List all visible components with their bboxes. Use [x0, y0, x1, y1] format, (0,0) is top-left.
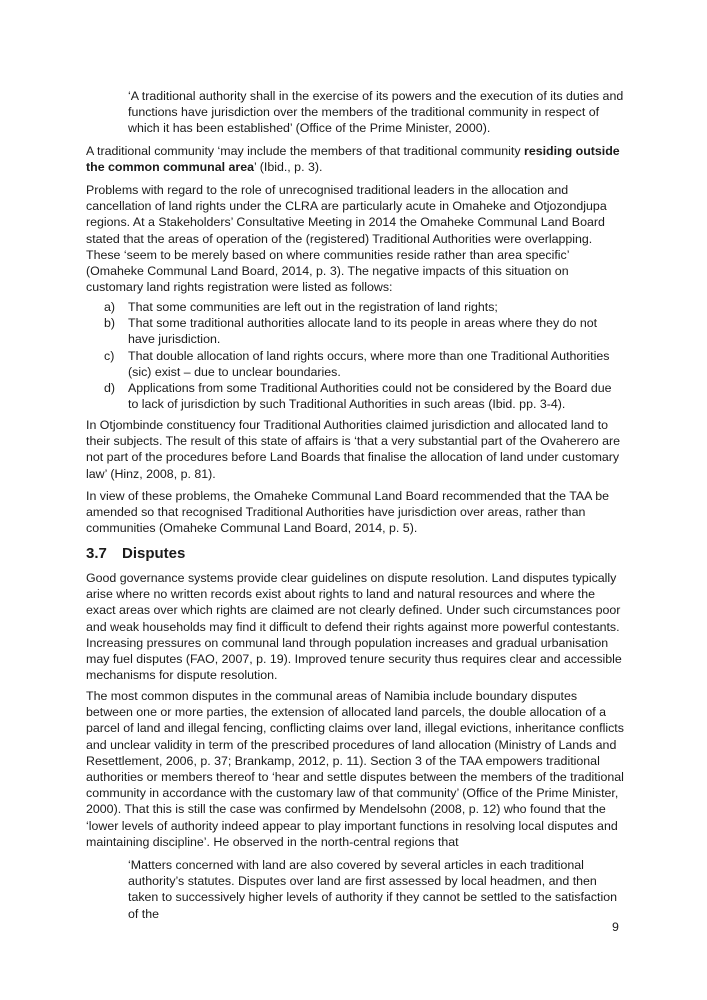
list-item	[104, 299, 624, 315]
impacts-list	[104, 299, 624, 412]
paragraph-good-governance: Good governance systems provide clear guidelines on dispute resolution. Land disputes typically arise where no written records exist about rights to land and natural resources and where the exact areas over which rights are claimed are not clearly defined. Under such circumstances poor and weak households may find it difficult to defend their rights against more powerful contestants. Increasing pressures on communal land through population increases and gradual urbanisation may fuel disputes (FAO, 2007, p. 19). Improved tenure security thus requires clear and accessible mechanisms for dispute resolution.	[86, 571, 622, 683]
paragraph-recommendation: In view of these problems, the Omaheke Communal Land Board recommended that the TAA be amended so that recognised Traditional Authorities have jurisdiction over areas, rather than communities (Omaheke Communal Land Board, 2014, p. 5).	[86, 489, 609, 536]
list-item-text: Applications from some Traditional Authorities could not be considered by the Board due to lack of jurisdiction by such Traditional Authorities in such areas (Ibid. pp. 3-4).	[128, 381, 612, 412]
paragraph-text: ’ (Ibid., p. 3).	[254, 160, 323, 175]
list-item-text: That double allocation of land rights occurs, where more than one Traditional Authorities (sic) exist – due to unclear boundaries.	[128, 348, 610, 379]
list-marker: d)	[104, 381, 116, 396]
paragraph-traditional-community	[86, 143, 626, 175]
list-item	[104, 315, 624, 347]
list-item	[104, 380, 624, 412]
list-item-text: That some traditional authorities allocate land to its people in areas where they do not have jurisdiction.	[128, 316, 598, 347]
list-item	[104, 348, 624, 380]
emphasis-text: residing outside the common communal area	[86, 144, 620, 175]
paragraph-unrecognised-leaders: Problems with regard to the role of unrecognised traditional leaders in the allocation and cancellation of land rights under the CLRA are particularly acute in Omaheke and Otjozondjupa regions. At a Stakeholders’ Consultative Meeting in 2014 the Omaheke Communal Land Board stated that the areas of operation of the (registered) Traditional Authorities were overlapping. These ‘seem to be merely based on where communities reside rather than area specific’ (Omaheke Communal Land Board, 2014, p. 3). The negative impacts of this situation on customary land rights registration were listed as follows:	[86, 183, 607, 295]
paragraph-otjombinde: In Otjombinde constituency four Traditional Authorities claimed jurisdiction and allocated land to their subjects. The result of this state of affairs is ‘that a very substantial part of the Ovaherero are not part of the procedures before Land Boards that finalise the allocation of land under customary law’ (Hinz, 2008, p. 81).	[86, 418, 620, 481]
section-title: Disputes	[122, 545, 186, 562]
list-marker: a)	[104, 300, 116, 314]
paragraph-text: A traditional community ‘may include the members of that traditional community	[86, 144, 524, 158]
list-marker: c)	[104, 348, 115, 363]
block-quote-land-matters: ‘Matters concerned with land are also covered by several articles in each traditional authority’s statutes. Disputes over land are first assessed by local headmen, and then taken to successively higher levels of authority if they cannot be settled to the satisfaction of the	[128, 858, 618, 921]
block-quote-jurisdiction: ‘A traditional authority shall in the exercise of its powers and the execution of its duties and functions have jurisdiction over the members of the traditional community in respect of which it has been established’ (Office of the Prime Minister, 2000).	[128, 89, 624, 136]
list-item-text: That some communities are left out in the registration of land rights;	[128, 300, 498, 314]
section-heading	[86, 544, 185, 564]
page-number: 9	[612, 920, 619, 934]
paragraph-common-disputes: The most common disputes in the communal areas of Namibia include boundary disputes between one or more parties, the extension of allocated land parcels, the double allocation of a parcel of land and illegal fencing, conflicting claims over land, illegal evictions, inheritance conflicts and unclear validity in term of the prescribed procedures of land allocation (Ministry of Lands and Resettlement, 2006, p. 37; Brankamp, 2012, p. 11). Section 3 of the TAA empowers traditional authorities or members thereof to ‘hear and settle disputes between the members of the traditional community in accordance with the customary law of that community’ (Office of the Prime Minister, 2000). That this is still the case was confirmed by Mendelsohn (2008, p. 12) who found that the ‘lower levels of authority indeed appear to play important functions in resolving local disputes and maintaining discipline’. He observed in the north-central regions that	[86, 689, 624, 849]
section-number: 3.7	[86, 545, 107, 562]
list-marker: b)	[104, 316, 116, 331]
